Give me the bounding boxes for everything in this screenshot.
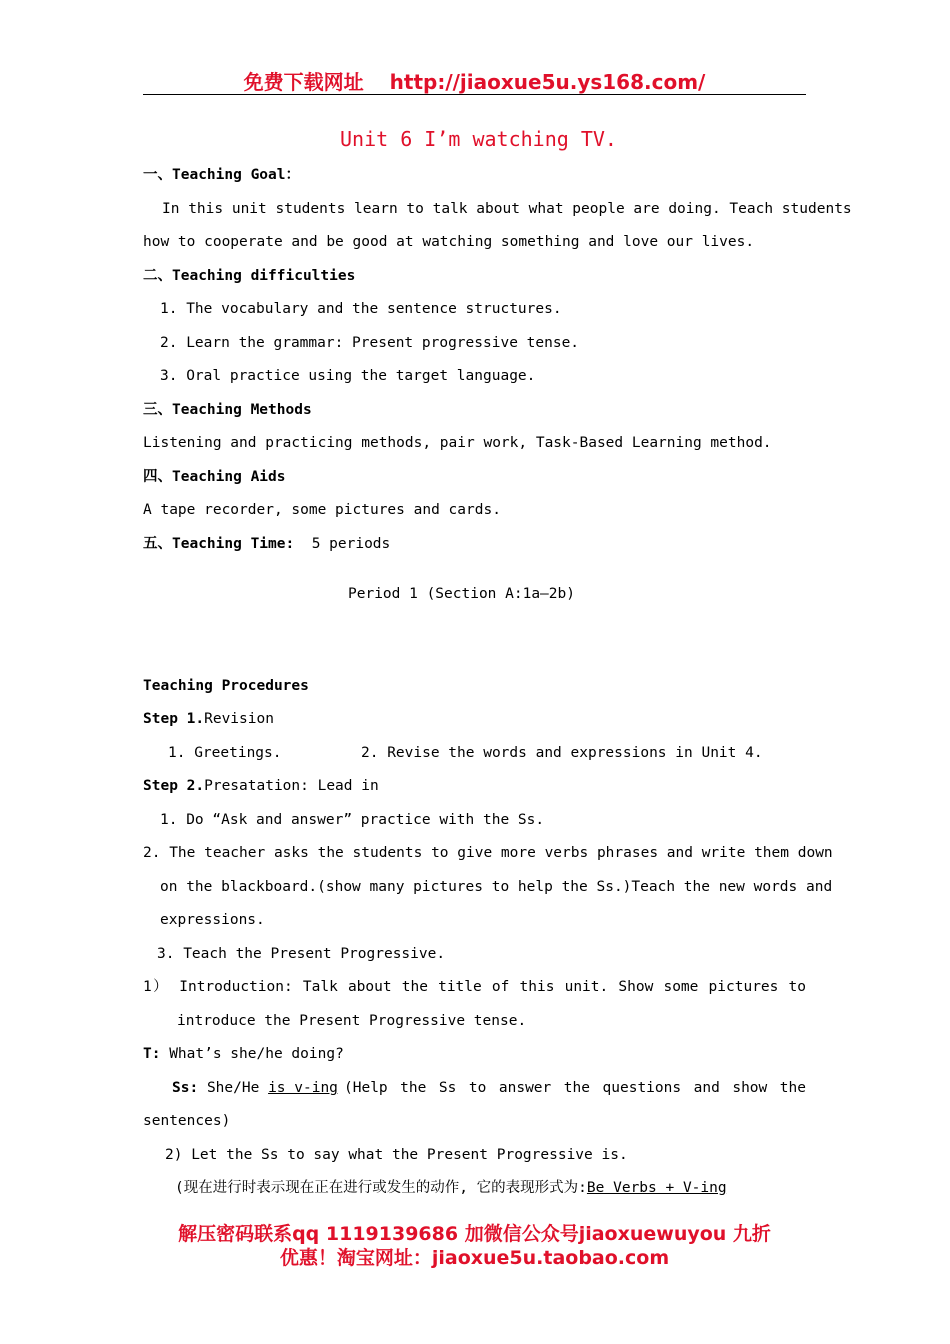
goal-heading: 一、Teaching Goal：	[143, 167, 300, 183]
students-answer-underlined: is v-ing	[268, 1080, 338, 1096]
procedures-heading: Teaching Procedures	[143, 678, 309, 694]
period-title: Period 1 (Section A:1a—2b)	[348, 586, 575, 602]
methods-heading: 三、Teaching Methods	[143, 402, 312, 418]
step1-row	[143, 710, 274, 728]
students-label: Ss:	[172, 1080, 199, 1096]
document-title: Unit 6 I’m watching TV.	[340, 127, 617, 151]
teacher-question-row	[143, 1045, 344, 1063]
methods-text: Listening and practicing methods, pair work, Task-Based Learning method.	[143, 435, 772, 451]
intro-line2: introduce the Present Progressive tense.	[177, 1013, 527, 1029]
footer-line1: 解压密码联系qq 1119139686 加微信公众号jiaoxuewuyou 九折	[178, 1223, 771, 1245]
footer-line2: 优惠！淘宝网址：jiaoxue5u.taobao.com	[279, 1247, 670, 1269]
teacher-label: T:	[143, 1046, 161, 1062]
header-divider	[143, 94, 806, 95]
students-answer-pre: She/He	[206, 1080, 260, 1096]
aids-text: A tape recorder, some pictures and cards.	[143, 502, 501, 518]
step2-row	[143, 777, 379, 795]
step2-item-2-line2: on the blackboard.(show many pictures to help the Ss.)Teach the new words and	[160, 879, 833, 895]
header-url-link[interactable]: http://jiaoxue5u.ys168.com/	[389, 70, 706, 94]
difficulty-item-2: 2. Learn the grammar: Present progressive tense.	[160, 335, 580, 351]
goal-text-line1: In this unit students learn to talk about what people are doing. Teach students	[162, 201, 852, 217]
step2-item-1: 1. Do “Ask and answer” practice with the Ss.	[160, 812, 545, 828]
chinese-definition-prefix: (现在进行时表示现在正在进行或发生的动作, 它的表现形式为:	[175, 1180, 587, 1196]
intro-line1: 1） Introduction: Talk about the title of this unit. Show some pictures to	[143, 979, 806, 995]
step2-text: Presatation: Lead in	[204, 778, 379, 794]
difficulty-item-1: 1. The vocabulary and the sentence structures.	[160, 301, 562, 317]
step2-sub-item-2: 2) Let the Ss to say what the Present Progressive is.	[165, 1147, 628, 1163]
step1-item-1: 1. Greetings.	[168, 745, 282, 761]
students-answer-post: (Help the Ss to answer the questions and show the	[344, 1080, 806, 1096]
step2-label: Step 2.	[143, 778, 205, 794]
step2-item-2-line1: 2. The teacher asks the students to give more verbs phrases and write them down	[143, 845, 833, 861]
step2-item-3: 3. Teach the Present Progressive.	[157, 946, 446, 962]
difficulty-item-3: 3. Oral practice using the target language.	[160, 368, 536, 384]
time-row	[143, 535, 390, 553]
goal-text-line2: how to cooperate and be good at watching something and love our lives.	[143, 234, 755, 250]
teacher-question: What’s she/he doing?	[169, 1046, 344, 1062]
page-header	[143, 66, 806, 95]
step1-text: Revision	[204, 711, 274, 727]
students-answer-line2: sentences)	[143, 1113, 231, 1129]
step1-label: Step 1.	[143, 711, 205, 727]
difficulties-heading: 二、Teaching difficulties	[143, 268, 356, 284]
step2-item-2-line3: expressions.	[160, 912, 265, 928]
chinese-definition	[175, 1179, 727, 1197]
step1-item-2: 2. Revise the words and expressions in Unit 4.	[361, 745, 763, 761]
time-heading: 五、Teaching Time:	[143, 536, 295, 552]
aids-heading: 四、Teaching Aids	[143, 469, 286, 485]
chinese-definition-formula: Be Verbs + V-ing	[586, 1180, 727, 1196]
header-site-label: 免费下载网址	[243, 70, 364, 94]
students-answer-row	[172, 1079, 806, 1097]
time-value: 5 periods	[311, 536, 391, 552]
